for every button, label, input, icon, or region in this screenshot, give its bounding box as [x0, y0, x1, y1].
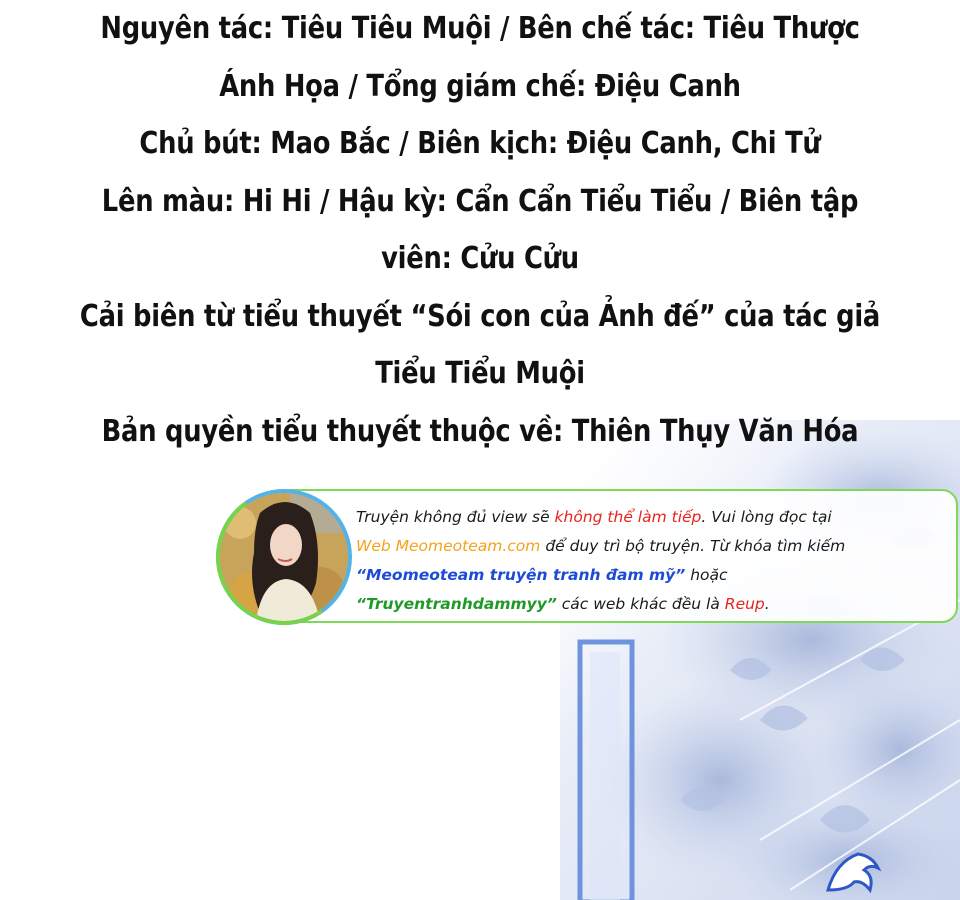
notice-row — [356, 590, 956, 619]
credits-line: Nguyên tác: Tiêu Tiêu Muội / Bên chế tác: Tiêu Thược — [100, 11, 860, 46]
notice-banner — [216, 489, 960, 627]
credits-line: Tiểu Tiểu Muội — [375, 356, 585, 391]
notice-text-segment: để duy trì bộ truyện. Từ khóa tìm kiếm — [540, 537, 846, 555]
search-keyword-2: “Truyentranhdammyy” — [356, 595, 557, 613]
notice-text-segment: . — [764, 595, 770, 613]
notice-text-segment: các web khác đều là — [556, 595, 725, 613]
notice-row — [356, 503, 956, 532]
notice-row — [356, 532, 956, 561]
credits-line: Ánh Họa / Tổng giám chế: Điệu Canh — [219, 68, 741, 104]
notice-row — [356, 561, 956, 590]
notice-text-segment: hoặc — [685, 566, 728, 584]
search-keyword-1: “Meomeoteam truyện tranh đam mỹ” — [356, 566, 686, 584]
notice-highlight-red: không thể làm tiếp — [554, 508, 702, 526]
notice-text-segment: . Vui lòng đọc tại — [701, 508, 832, 526]
notice-highlight-reup: Reup — [724, 595, 765, 613]
credits-line: Chủ bút: Mao Bắc / Biên kịch: Điệu Canh, Chi Tử — [139, 126, 821, 161]
credits-line: Bản quyền tiểu thuyết thuộc về: Thiên Thụy Văn Hóa — [101, 413, 859, 449]
credits-line: Cải biên từ tiểu thuyết “Sói con của Ảnh đế” của tác giả — [79, 298, 881, 334]
website-link[interactable]: Web Meomeoteam.com — [356, 537, 541, 555]
credits-block — [67, 0, 893, 460]
notice-text-segment: Truyện không đủ view sẽ — [356, 508, 555, 526]
credits-line: viên: Cửu Cửu — [381, 241, 579, 276]
notice-text — [356, 503, 956, 619]
credits-line: Lên màu: Hi Hi / Hậu kỳ: Cẩn Cẩn Tiểu Tiểu / Biên tập — [101, 183, 859, 219]
